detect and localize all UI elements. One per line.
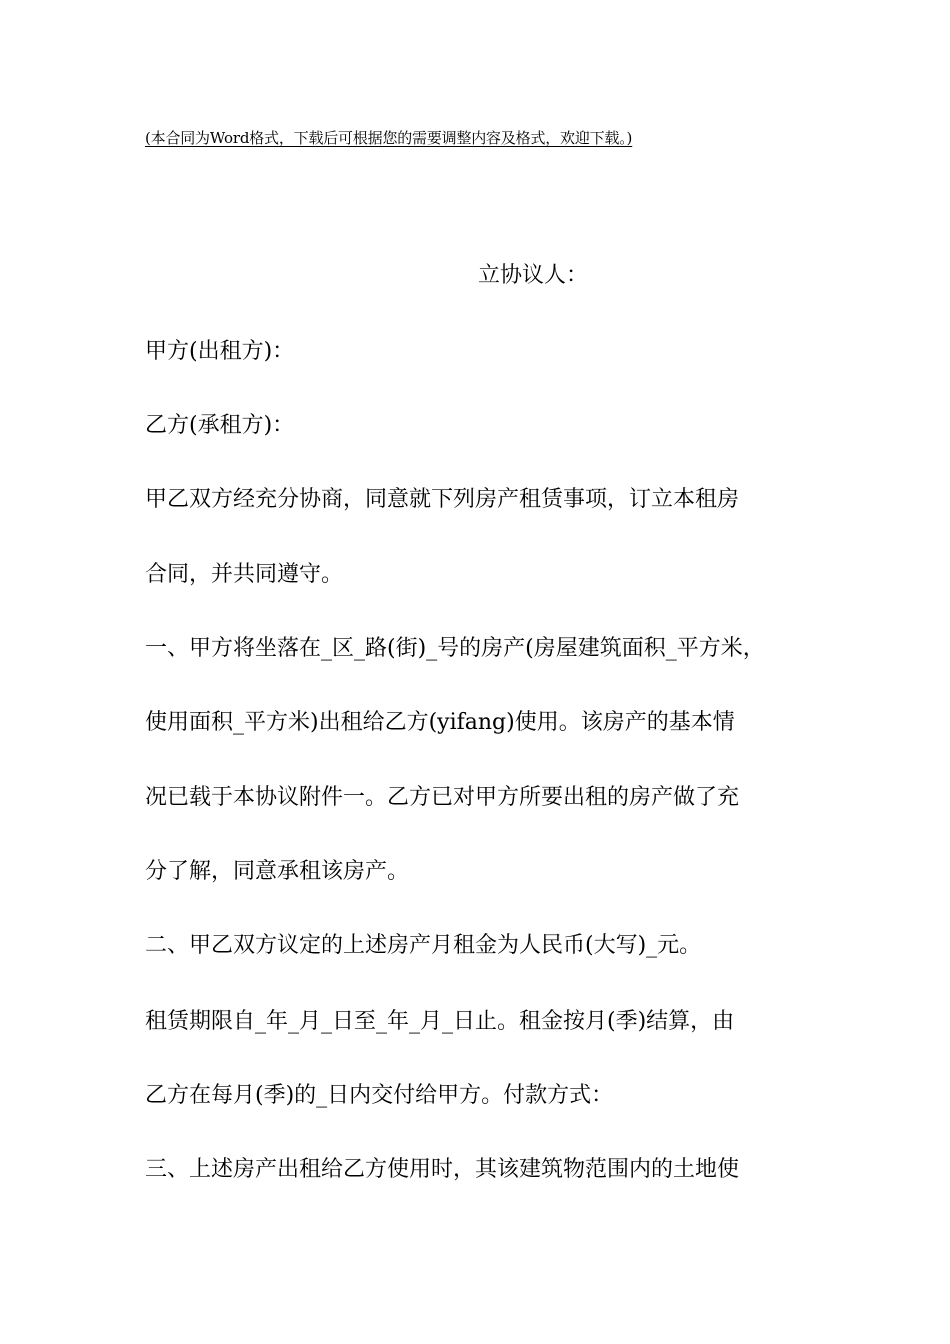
clause-3-line: 三、上述房产出租给乙方使用时，其该建筑物范围内的土地使 (145, 1157, 740, 1182)
clause-1-line: 况已载于本协议附件一。乙方已对甲方所要出租的房产做了充 (145, 785, 740, 810)
clause-2-line: 租赁期限自_年_月_日至_年_月_日止。租金按月(季)结算，由 (145, 1009, 735, 1034)
format-notice: (本合同为Word格式，下载后可根据您的需要调整内容及格式，欢迎下载。) (145, 129, 633, 147)
document-title: 立协议人： (478, 263, 589, 288)
paragraph-line: 合同，并共同遵守。 (145, 562, 344, 587)
party-a-line: 甲方(出租方)： (145, 339, 295, 364)
clause-2-line: 二、甲乙双方议定的上述房产月租金为人民币(大写)_元。 (145, 933, 702, 958)
clause-1-line: 分了解，同意承租该房产。 (145, 859, 410, 884)
clause-1-line: 一、甲方将坐落在_区_路(街)_号的房产(房屋建筑面积_平方米， (145, 636, 765, 661)
paragraph-line: 甲乙双方经充分协商，同意就下列房产租赁事项，订立本租房 (145, 487, 740, 512)
party-b-line: 乙方(承租方)： (145, 413, 295, 438)
clause-2-line: 乙方在每月(季)的_日内交付给甲方。付款方式： (145, 1083, 614, 1108)
clause-1-line: 使用面积_平方米)出租给乙方(yifang)使用。该房产的基本情 (145, 710, 735, 735)
